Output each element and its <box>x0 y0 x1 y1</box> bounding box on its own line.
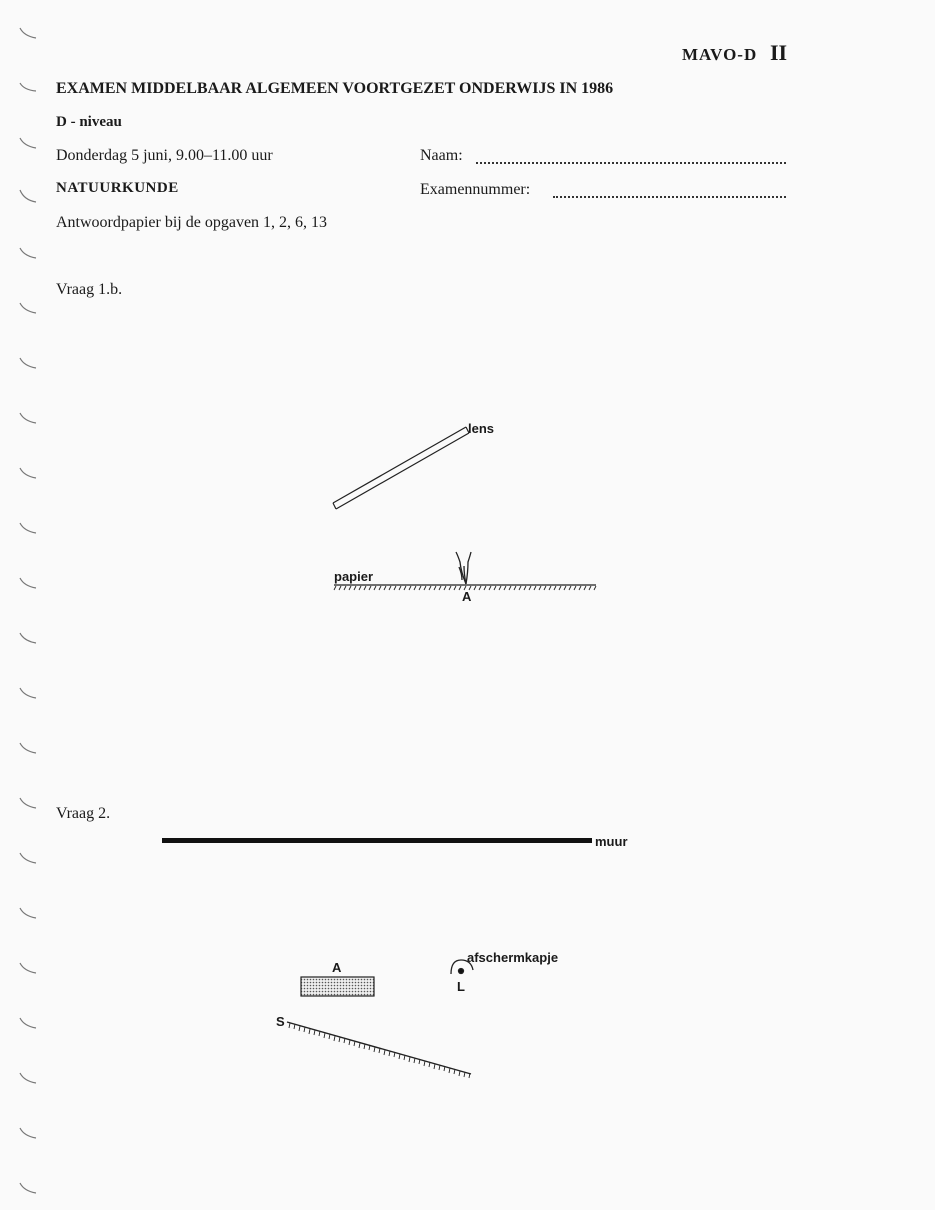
exam-date-time: Donderdag 5 juni, 9.00–11.00 uur <box>56 147 273 164</box>
point-a-label: A <box>462 589 472 604</box>
question-2-label: Vraag 2. <box>56 805 111 822</box>
exam-number-label: Examennummer: <box>420 181 531 198</box>
wall-label: muur <box>595 834 628 849</box>
series-number: II <box>770 40 788 65</box>
question-1b-label: Vraag 1.b. <box>56 281 123 298</box>
exam-title: EXAMEN MIDDELBAAR ALGEMEEN VOORTGEZET ONDERWIJS IN 1986 <box>56 80 614 97</box>
object-a-label: A <box>332 960 342 975</box>
series-code: MAVO-D <box>682 45 758 64</box>
burning-point-icon <box>456 552 471 584</box>
wall-shape <box>162 838 592 843</box>
exam-level: D - niveau <box>56 114 122 130</box>
shade-label: afschermkapje <box>467 950 559 965</box>
mirror-surface <box>287 1022 471 1078</box>
paper-label: papier <box>334 569 374 584</box>
lens-label: lens <box>468 421 495 436</box>
mirror-label: S <box>276 1014 285 1029</box>
lens-shape <box>333 427 469 509</box>
lamp-label: L <box>457 979 465 994</box>
exam-subject: NATUURKUNDE <box>56 180 179 196</box>
object-a-block <box>301 977 374 996</box>
answer-sheet-note: Antwoordpapier bij de opgaven 1, 2, 6, 13 <box>56 214 328 231</box>
name-label: Naam: <box>420 147 463 164</box>
